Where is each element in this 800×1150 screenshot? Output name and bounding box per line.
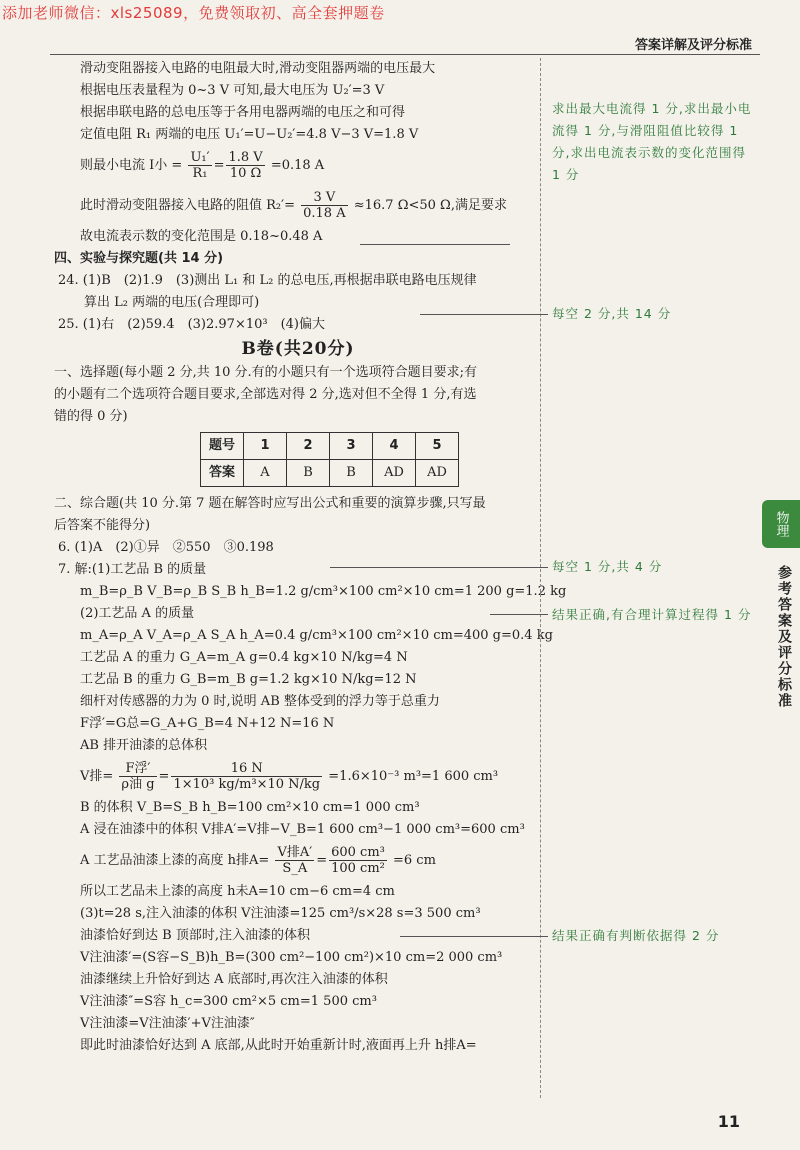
table-cell: 4 xyxy=(373,433,416,460)
formula-text: =6 cm xyxy=(393,853,436,868)
text-line: 后答案不能得分) xyxy=(54,518,151,533)
table-cell: A xyxy=(244,460,287,487)
text-line: 工艺品 A 的重力 G_A=m_A g=0.4 kg×10 N/kg=4 N xyxy=(80,650,408,665)
question-24: 24. (1)B (2)1.9 (3)测出 L₁ 和 L₂ 的总电压,再根据串联电路电压规律 xyxy=(58,273,477,288)
formula-text: =0.18 A xyxy=(270,158,325,173)
text-line: 的小题有二个选项符合题目要求,全部选对得 2 分,选对但不全得 1 分,有选 xyxy=(54,387,477,402)
pointer-line xyxy=(360,244,510,245)
section-heading: 四、实验与探究题(共 14 分) xyxy=(54,251,224,266)
text-line: 算出 L₂ 两端的电压(合理即可) xyxy=(84,295,260,310)
section-heading: 一、选择题(每小题 2 分,共 10 分.有的小题只有一个选项符合题目要求;有 xyxy=(54,365,478,380)
text-line: m_A=ρ_A V_A=ρ_A S_A h_A=0.4 g/cm³×100 cm²×10 cm=400 g=0.4 kg xyxy=(80,628,553,643)
scoring-note: 每空 1 分,共 4 分 xyxy=(552,559,663,574)
header-rule xyxy=(50,54,760,55)
formula-text: ≈16.7 Ω<50 Ω,满足要求 xyxy=(353,198,507,213)
text-line: F浮′=G总=G_A+G_B=4 N+12 N=16 N xyxy=(80,716,335,731)
text-line: 细杆对传感器的力为 0 时,说明 AB 整体受到的浮力等于总重力 xyxy=(80,694,440,709)
formula-line xyxy=(58,186,538,226)
text-line: 故电流表示数的变化范围是 0.18~0.48 A xyxy=(80,229,323,244)
fraction: $\frac{3 V}{0.18 A}$ xyxy=(303,190,346,221)
formula-line: 则最小电流 I小 = $\frac{\text{U₁′}}{\text{R₁}}$ = $\frac{1.8 V}{10 \Omega}$ =0.18 A xyxy=(80,150,325,181)
table-cell: 题号 xyxy=(201,433,244,460)
text-line: B 的体积 V_B=S_B h_B=100 cm²×10 cm=1 000 cm³ xyxy=(80,800,420,815)
watermark-text: 添加老师微信：xls25089，免费领取初、高全套押题卷 xyxy=(2,4,385,22)
table-cell: 2 xyxy=(287,433,330,460)
text-line: m_B=ρ_B V_B=ρ_B S_B h_B=1.2 g/cm³×100 cm²×10 cm=1 200 g=1.2 kg xyxy=(80,584,567,599)
section-title-b: B卷(共20分) xyxy=(241,339,355,359)
scoring-note: 结果正确有判断依据得 2 分 xyxy=(552,928,720,943)
formula-text: =1.6×10⁻³ m³=1 600 cm³ xyxy=(328,769,499,784)
formula-line: A 工艺品油漆上漆的高度 h排A= $\frac{\text{V排A′}}{S\_A}$ = $\frac{\text{600 cm³}}{\text{100 cm²}}$ =6 cm xyxy=(80,845,436,876)
text-line: V注油漆′=(S容−S_B)h_B=(300 cm²−100 cm²)×10 cm=2 000 cm³ xyxy=(80,950,503,965)
answer-content xyxy=(54,58,567,1057)
pointer-line xyxy=(490,614,548,615)
table-cell: B xyxy=(330,460,373,487)
text-line: V注油漆=V注油漆′+V注油漆″ xyxy=(80,1016,255,1031)
text-line: AB 排开油漆的总体积 xyxy=(80,738,208,753)
margin-divider xyxy=(540,58,541,1098)
side-label: 参考答案及评分标准 xyxy=(776,565,792,709)
text-line: 油漆继续上升恰好到达 A 底部时,再次注入油漆的体积 xyxy=(80,972,388,987)
text-line: 定值电阻 R₁ 两端的电压 U₁′=U−U₂′=4.8 V−3 V=1.8 V xyxy=(80,127,419,142)
pointer-line xyxy=(400,936,548,937)
answer-table xyxy=(200,432,459,487)
text-line: 即此时油漆恰好达到 A 底部,从此时开始重新计时,液面再上升 h排A= xyxy=(80,1038,477,1053)
fraction: $\frac{\text{U₁′}}{\text{R₁}}$ xyxy=(190,150,210,181)
text-line: (3)t=28 s,注入油漆的体积 V注油漆=125 cm³/s×28 s=3 500 cm³ xyxy=(80,906,481,921)
scoring-note: 每空 2 分,共 14 分 xyxy=(552,306,672,321)
table-cell: B xyxy=(287,460,330,487)
formula-text: 则最小电流 I小 = xyxy=(80,158,183,173)
scoring-note: 求出最大电流得 1 分,求出最小电流得 1 分,与滑阻阻值比较得 1 分,求出电流表示数的变化范围得 1 分 xyxy=(552,101,752,182)
formula-text: 此时滑动变阻器接入电路的阻值 R₂′= xyxy=(80,198,295,213)
table-cell: 3 xyxy=(330,433,373,460)
fraction: $\frac{\text{V排A′}}{S\_A}$ xyxy=(277,845,313,876)
text-line: A 浸在油漆中的体积 V排A′=V排−V_B=1 600 cm³−1 000 cm³=600 cm³ xyxy=(80,822,525,837)
scoring-note: 结果正确,有合理计算过程得 1 分 xyxy=(552,607,752,622)
table-row xyxy=(201,433,459,460)
page-header: 答案详解及评分标准 xyxy=(634,38,752,53)
fraction: $\frac{16 N}{\text{1×10³ kg/m³×10 N/kg}}$ xyxy=(173,761,321,792)
pointer-line xyxy=(330,567,548,568)
table-row xyxy=(201,460,459,487)
table-cell: AD xyxy=(416,460,459,487)
fraction: $\frac{\text{600 cm³}}{\text{100 cm²}}$ xyxy=(331,845,385,876)
formula-text: A 工艺品油漆上漆的高度 h排A= xyxy=(80,853,270,868)
fraction: $\frac{1.8 V}{10 \Omega}$ xyxy=(228,150,263,181)
formula-text: V排= xyxy=(80,769,114,784)
text-line: 所以工艺品未上漆的高度 h未A=10 cm−6 cm=4 cm xyxy=(80,884,395,899)
text-line: 根据电压表量程为 0~3 V 可知,最大电压为 U₂′=3 V xyxy=(80,83,385,98)
question-7: 7. 解:(1)工艺品 B 的质量 xyxy=(58,562,207,577)
section-heading: 二、综合题(共 10 分.第 7 题在解答时应写出公式和重要的演算步骤,只写最 xyxy=(54,496,486,511)
text-line: 错的得 0 分) xyxy=(54,409,128,424)
fraction: $\frac{\text{F浮′}}{\text{ρ油 g}}$ xyxy=(121,761,155,792)
text-line: 根据串联电路的总电压等于各用电器两端的电压之和可得 xyxy=(80,105,406,120)
table-cell: 1 xyxy=(244,433,287,460)
pointer-line xyxy=(420,314,548,315)
question-6: 6. (1)A (2)①异 ②550 ③0.198 xyxy=(58,540,274,555)
table-cell: AD xyxy=(373,460,416,487)
formula-line: V排= $\frac{\text{F浮′}}{\text{ρ油 g}}$ = $\frac{16 N}{\text{1×10³ kg/m³×10 N/kg}}$ =1.6×10⁻³ m³=1 600 cm³ xyxy=(80,761,499,792)
subject-tab: 物理 xyxy=(762,500,800,548)
page-number: 11 xyxy=(717,1112,740,1131)
table-cell: 答案 xyxy=(201,460,244,487)
text-line: 滑动变阻器接入电路的电阻最大时,滑动变阻器两端的电压最大 xyxy=(80,61,436,76)
text-line: (2)工艺品 A 的质量 xyxy=(80,606,195,621)
text-line: V注油漆″=S容 h_c=300 cm²×5 cm=1 500 cm³ xyxy=(80,994,377,1009)
text-line: 工艺品 B 的重力 G_B=m_B g=1.2 kg×10 N/kg=12 N xyxy=(80,672,417,687)
table-cell: 5 xyxy=(416,433,459,460)
question-25: 25. (1)右 (2)59.4 (3)2.97×10³ (4)偏大 xyxy=(58,317,326,332)
text-line: 油漆恰好到达 B 顶部时,注入油漆的体积 xyxy=(80,928,310,943)
